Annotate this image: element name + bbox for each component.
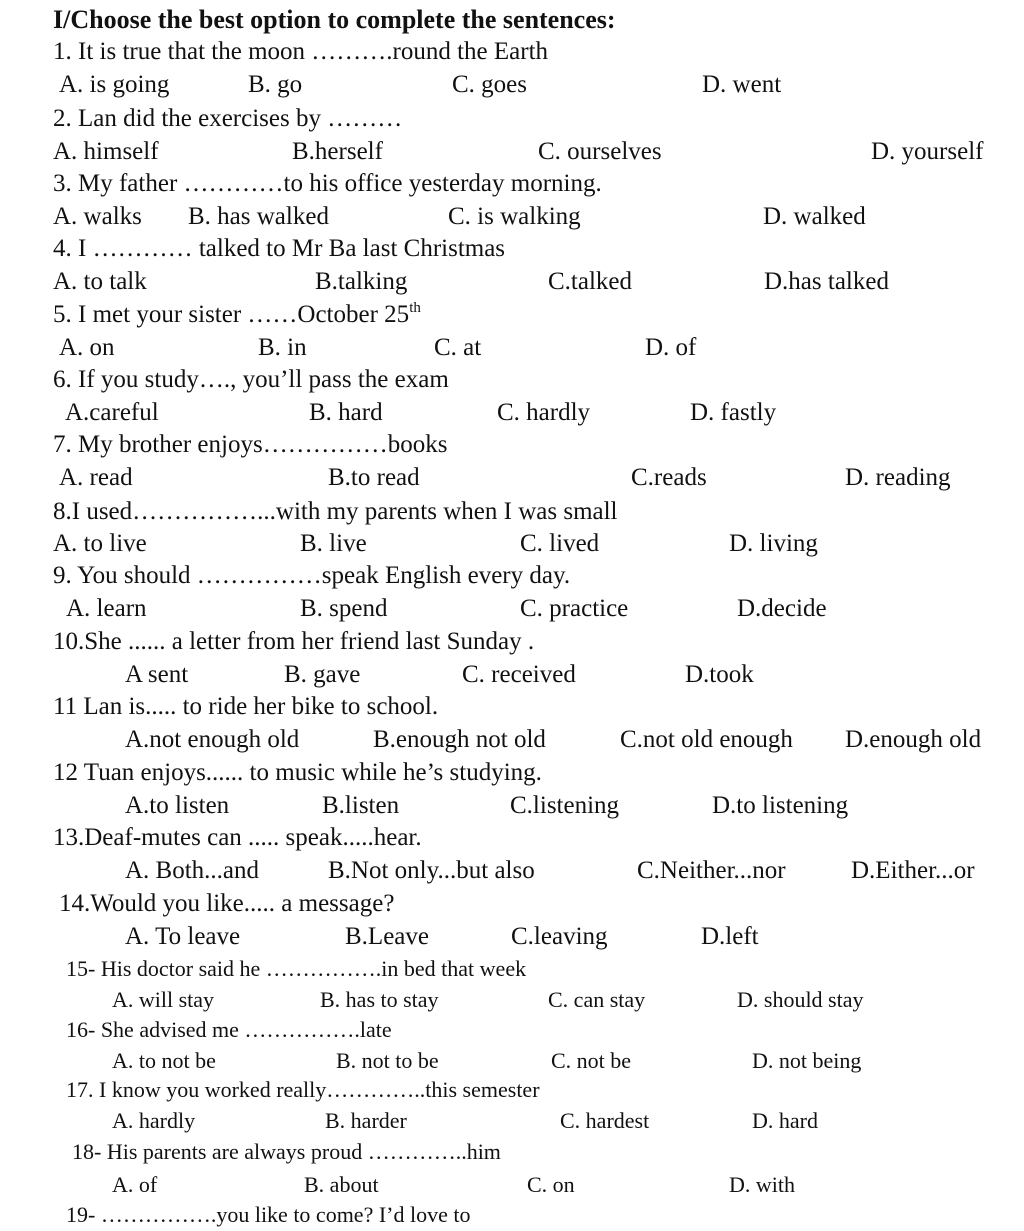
q4-option-b: B.talking bbox=[315, 268, 408, 295]
question-17: 17. I know you worked really…………..this semester bbox=[66, 1077, 540, 1102]
q10-option-b: B. gave bbox=[284, 661, 361, 688]
q17-option-c: C. hardest bbox=[560, 1108, 650, 1133]
q5-option-a: A. on bbox=[59, 334, 115, 361]
q8-option-c: C. lived bbox=[520, 530, 600, 557]
question-12: 12 Tuan enjoys...... to music while he’s studying. bbox=[53, 759, 542, 786]
q4-option-a: A. to talk bbox=[53, 268, 147, 295]
q3-option-c: C. is walking bbox=[448, 203, 581, 230]
q18-option-d: D. with bbox=[729, 1172, 795, 1197]
q15-option-b: B. has to stay bbox=[320, 987, 439, 1012]
q4-option-d: D.has talked bbox=[764, 268, 889, 295]
q8-option-b: B. live bbox=[300, 530, 367, 557]
q3-option-a: A. walks bbox=[53, 203, 142, 230]
q6-option-b: B. hard bbox=[309, 399, 383, 426]
q14-option-d: D.left bbox=[701, 923, 759, 950]
question-6: 6. If you study…., you’ll pass the exam bbox=[53, 366, 449, 393]
q10-option-a: A sent bbox=[125, 661, 189, 688]
q5-option-b: B. in bbox=[258, 334, 307, 361]
q18-option-a: A. of bbox=[112, 1172, 158, 1197]
q14-option-a: A. To leave bbox=[125, 923, 241, 950]
q8-option-d: D. living bbox=[729, 530, 818, 557]
question-19: 19- …………….you like to come? I’d love to bbox=[66, 1202, 471, 1227]
q12-option-d: D.to listening bbox=[712, 792, 849, 819]
q5-option-d: D. of bbox=[645, 334, 697, 361]
q17-option-d: D. hard bbox=[752, 1108, 818, 1133]
q15-option-a: A. will stay bbox=[112, 987, 215, 1012]
q1-option-a: A. is going bbox=[59, 71, 170, 98]
q17-option-b: B. harder bbox=[325, 1108, 407, 1133]
q16-option-a: A. to not be bbox=[112, 1048, 216, 1073]
q6-option-d: D. fastly bbox=[690, 399, 777, 426]
question-4: 4. I ………… talked to Mr Ba last Christmas bbox=[53, 235, 506, 262]
question-9: 9. You should ……………speak English every day. bbox=[53, 562, 571, 589]
q5-option-c: C. at bbox=[434, 334, 482, 361]
q18-option-c: C. on bbox=[527, 1172, 575, 1197]
q15-option-d: D. should stay bbox=[737, 987, 864, 1012]
q11-option-a: A.not enough old bbox=[125, 726, 300, 753]
q3-option-b: B. has walked bbox=[188, 203, 329, 230]
q1-option-b: B. go bbox=[248, 71, 303, 98]
q12-option-b: B.listen bbox=[322, 792, 400, 819]
q2-option-c: C. ourselves bbox=[538, 138, 662, 165]
q9-option-b: B. spend bbox=[300, 595, 388, 622]
question-3: 3. My father …………to his office yesterday morning. bbox=[53, 170, 602, 197]
question-16: 16- She advised me …………….late bbox=[66, 1017, 392, 1042]
q13-option-b: B.Not only...but also bbox=[328, 857, 535, 884]
question-18: 18- His parents are always proud …………..him bbox=[72, 1139, 501, 1164]
question-13: 13.Deaf-mutes can ..... speak.....hear. bbox=[53, 824, 422, 851]
q2-option-b: B.herself bbox=[292, 138, 383, 165]
question-5 bbox=[53, 299, 421, 331]
question-1: 1. It is true that the moon ……….round the Earth bbox=[53, 38, 549, 65]
q9-option-a: A. learn bbox=[66, 595, 147, 622]
question-5-text: 5. I met your sister ……October 25 bbox=[53, 301, 410, 328]
q16-option-b: B. not to be bbox=[336, 1048, 439, 1073]
q6-option-a: A.careful bbox=[65, 399, 159, 426]
q13-option-a: A. Both...and bbox=[125, 857, 260, 884]
q2-option-d: D. yourself bbox=[871, 138, 984, 165]
q6-option-c: C. hardly bbox=[497, 399, 591, 426]
question-15: 15- His doctor said he …………….in bed that week bbox=[66, 956, 527, 981]
q7-option-c: C.reads bbox=[631, 464, 707, 491]
q14-option-c: C.leaving bbox=[511, 923, 608, 950]
q11-option-c: C.not old enough bbox=[620, 726, 793, 753]
q8-option-a: A. to live bbox=[53, 530, 147, 557]
q17-option-a: A. hardly bbox=[112, 1108, 196, 1133]
q10-option-d: D.took bbox=[685, 661, 754, 688]
q18-option-b: B. about bbox=[304, 1172, 379, 1197]
q9-option-c: C. practice bbox=[520, 595, 629, 622]
q9-option-d: D.decide bbox=[737, 595, 827, 622]
q1-option-d: D. went bbox=[702, 71, 782, 98]
q3-option-d: D. walked bbox=[763, 203, 866, 230]
q7-option-d: D. reading bbox=[845, 464, 951, 491]
question-2: 2. Lan did the exercises by ……… bbox=[53, 105, 403, 132]
q4-option-c: C.talked bbox=[548, 268, 633, 295]
q14-option-b: B.Leave bbox=[345, 923, 429, 950]
q11-option-d: D.enough old bbox=[845, 726, 982, 753]
question-14: 14.Would you like..... a message? bbox=[59, 890, 395, 917]
q13-option-d: D.Either...or bbox=[851, 857, 975, 884]
section-heading: I/Choose the best option to complete the sentences: bbox=[53, 5, 616, 34]
q15-option-c: C. can stay bbox=[548, 987, 646, 1012]
ordinal-suffix: th bbox=[409, 300, 421, 316]
q12-option-c: C.listening bbox=[510, 792, 620, 819]
q16-option-c: C. not be bbox=[551, 1048, 632, 1073]
q12-option-a: A.to listen bbox=[125, 792, 230, 819]
q16-option-d: D. not being bbox=[752, 1048, 862, 1073]
question-11: 11 Lan is..... to ride her bike to school. bbox=[53, 693, 439, 720]
q2-option-a: A. himself bbox=[53, 138, 159, 165]
q7-option-a: A. read bbox=[59, 464, 133, 491]
q10-option-c: C. received bbox=[462, 661, 576, 688]
q11-option-b: B.enough not old bbox=[373, 726, 546, 753]
q7-option-b: B.to read bbox=[328, 464, 420, 491]
question-10: 10.She ...... a letter from her friend last Sunday . bbox=[53, 628, 535, 655]
question-7: 7. My brother enjoys……………books bbox=[53, 431, 448, 458]
q1-option-c: C. goes bbox=[452, 71, 527, 98]
q13-option-c: C.Neither...nor bbox=[637, 857, 786, 884]
question-8: 8.I used……………...with my parents when I was small bbox=[53, 498, 618, 525]
